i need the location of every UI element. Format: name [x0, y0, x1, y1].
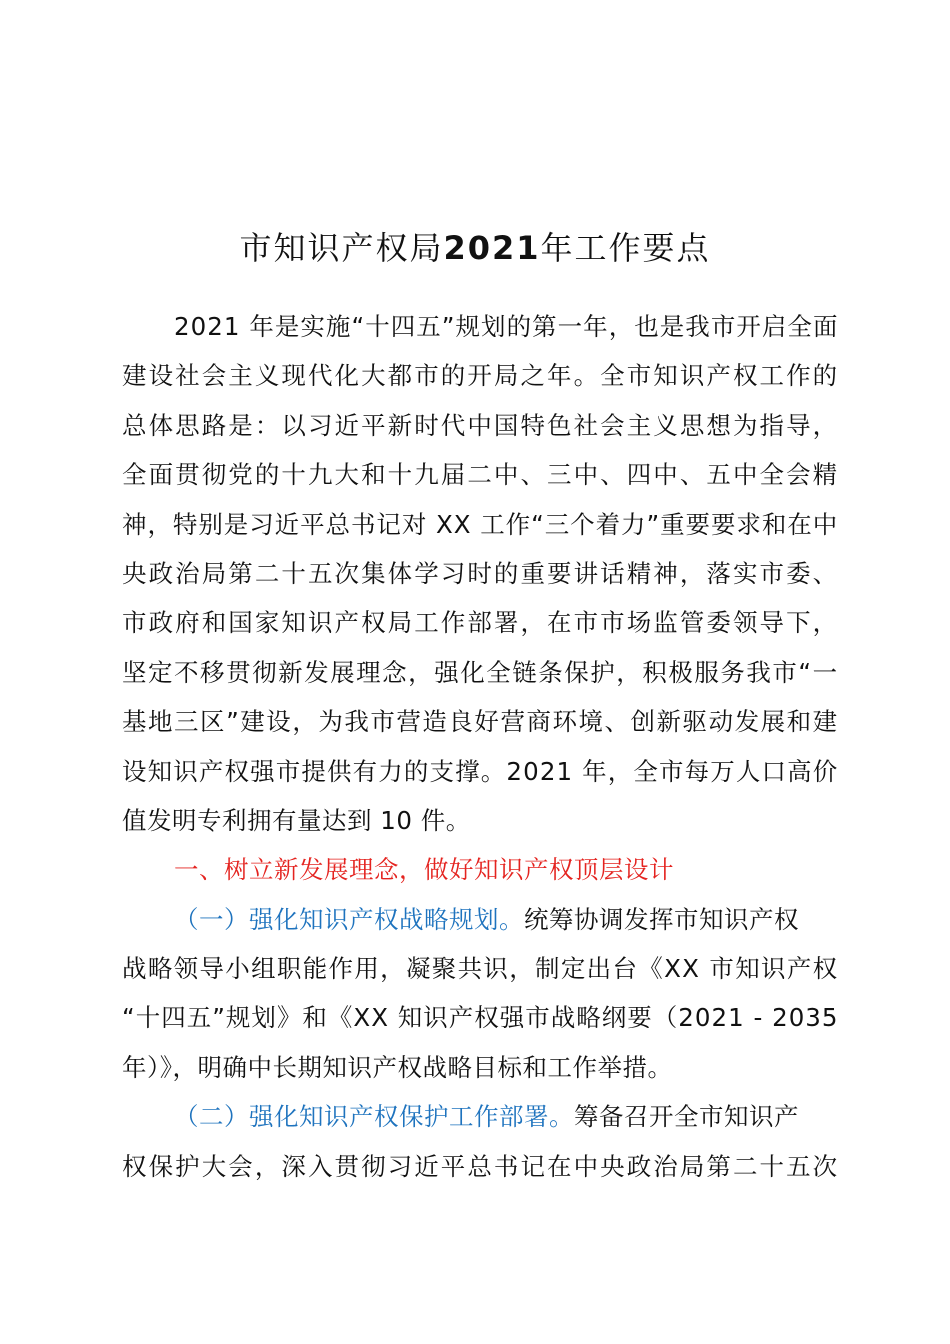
- item-text: 统筹协调发挥市知识产权: [524, 904, 799, 934]
- paragraph-line: “ 十 四 五 ” 规 划 》 和 《 X X 知 识 产 权 强 市 战 略 纲 要 （ 2 0 2 1 - 2 0 3 5: [122, 1003, 838, 1033]
- document-body: [122, 302, 838, 1191]
- item-heading-line: [122, 1092, 838, 1141]
- paragraph-line: 坚 定 不 移 贯 彻 新 发 展 理 念 ， 强 化 全 链 条 保 护 ， 积 极 服 务 我 市 “ 一: [122, 657, 838, 687]
- title-suffix: 年工作要点: [540, 229, 711, 267]
- paragraph-line: 设 知 识 产 权 强 市 提 供 有 力 的 支 撑 。 2 0 2 1 年 ， 全 市 每 万 人 口 高 价: [122, 756, 838, 786]
- paragraph-line: 市 政 府 和 国 家 知 识 产 权 局 工 作 部 署 ， 在 市 市 场 监 管 委 领 导 下 ，: [122, 608, 838, 638]
- paragraph-line: 神 ， 特 别 是 习 近 平 总 书 记 对 X X 工 作 “ 三 个 着 力 ” 重 要 要 求 和 在 中: [122, 509, 838, 539]
- item-heading: （一）强化知识产权战略规划。: [174, 904, 524, 934]
- item-text: 筹备召开全市知识产: [574, 1102, 799, 1132]
- paragraph-line: 权 保 护 大 会 ， 深 入 贯 彻 习 近 平 总 书 记 在 中 央 政 治 局 第 二 十 五 次: [122, 1151, 838, 1181]
- document-title: [0, 224, 950, 272]
- paragraph-line: 战 略 领 导 小 组 职 能 作 用 ， 凝 聚 共 识 ， 制 定 出 台 《 X X 市 知 识 产 权: [122, 954, 838, 984]
- paragraph-line: 总 体 思 路 是 ： 以 习 近 平 新 时 代 中 国 特 色 社 会 主 义 思 想 为 指 导 ，: [122, 410, 838, 440]
- paragraph-line: 央 政 治 局 第 二 十 五 次 集 体 学 习 时 的 重 要 讲 话 精 神 ， 落 实 市 委 、: [122, 558, 838, 588]
- paragraph-line: 基 地 三 区 ” 建 设 ， 为 我 市 营 造 良 好 营 商 环 境 、 创 新 驱 动 发 展 和 建: [122, 707, 838, 737]
- title-prefix: 市知识产权局: [239, 229, 444, 267]
- paragraph-line: 年）》，明确中长期知识产权战略目标和工作举措。: [122, 1052, 673, 1082]
- paragraph-line: 全 面 贯 彻 党 的 十 九 大 和 十 九 届 二 中 、 三 中 、 四 中 、 五 中 全 会 精: [122, 460, 838, 490]
- item-heading-line: [122, 895, 838, 944]
- section-heading: 一、树立新发展理念，做好知识产权顶层设计: [174, 855, 674, 885]
- title-year: 2021: [443, 229, 541, 267]
- paragraph-line: 建 设 社 会 主 义 现 代 化 大 都 市 的 开 局 之 年 。 全 市 知 识 产 权 工 作 的: [122, 361, 838, 391]
- item-heading: （二）强化知识产权保护工作部署。: [174, 1102, 574, 1132]
- paragraph-line: 值发明专利拥有量达到 10 件。: [122, 805, 471, 835]
- paragraph-line: 2 0 2 1 年 是 实 施 “ 十 四 五 ” 规 划 的 第 一 年 ， 也 是 我 市 开 启 全 面: [174, 312, 838, 341]
